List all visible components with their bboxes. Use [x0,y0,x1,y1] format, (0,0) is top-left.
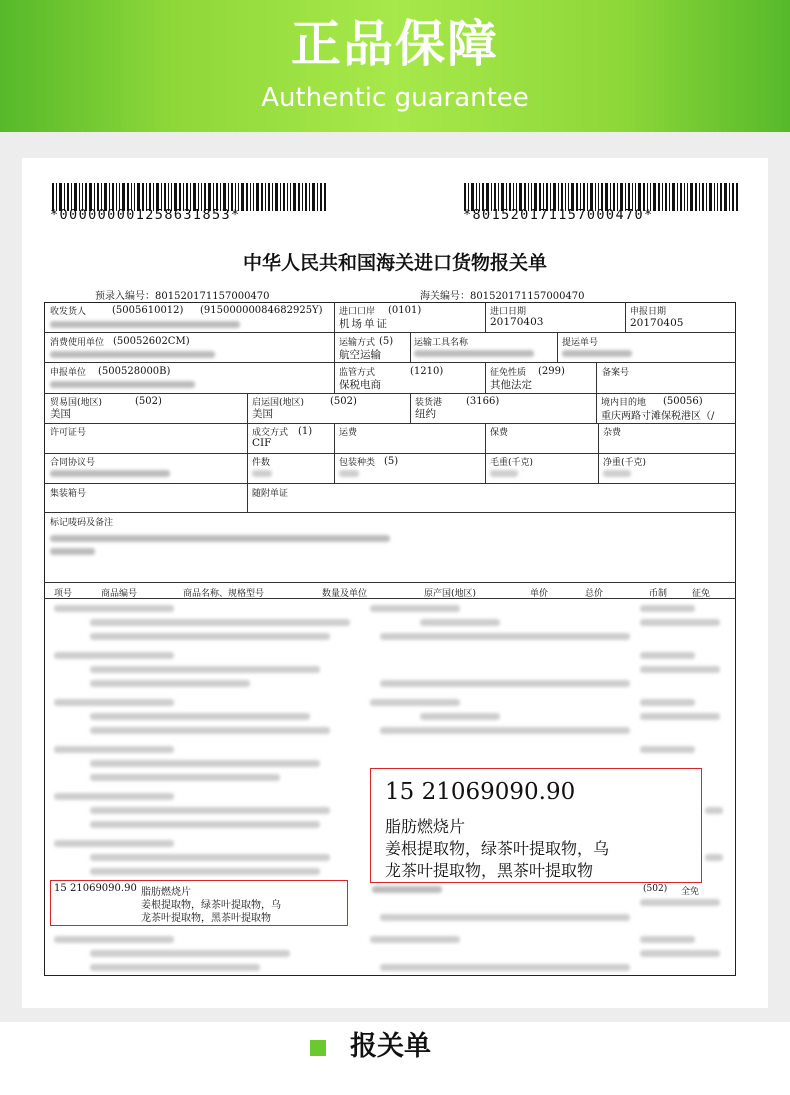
banner-subtitle: Authentic guarantee [261,83,529,113]
redacted-row [640,950,720,957]
row-line [44,362,736,363]
redacted-row [90,868,320,875]
redacted-row [380,633,630,640]
col-line [247,483,248,512]
barcode-right-number: *801520171157000470* [463,207,654,223]
levy-code: (299) [538,366,565,377]
origin-country-value: 美国 [252,408,273,420]
row-line [44,512,736,513]
redacted-text [50,381,195,388]
col-line [485,362,486,393]
redacted-text [562,350,632,357]
redacted-row [54,699,174,706]
redacted-row [640,605,695,612]
net-label: 净重(千克) [603,458,647,468]
port-label: 进口口岸 [339,307,376,317]
banner [0,0,790,132]
freight-label: 运费 [339,428,358,438]
redacted-row [420,619,500,626]
consumer-code: (50052602CM) [113,336,190,347]
redacted-row [705,854,723,861]
redacted-row [705,807,723,814]
redacted-row [54,605,174,612]
redacted-text [490,470,518,477]
col-line [596,362,597,393]
col-line [410,393,411,423]
declare-date-value: 20170405 [630,317,684,329]
declarant-code: (500528000B) [98,366,171,377]
barcode-left-number: *000000001258631853* [50,207,241,223]
redacted-row [90,950,290,957]
declarant-label: 申报单位 [50,368,87,378]
col-line [334,302,335,333]
row-line [44,483,736,484]
misc-label: 杂费 [603,428,622,438]
pieces-label: 件数 [252,458,271,468]
redacted-row [380,727,630,734]
consignee-code1: (5005610012) [112,305,184,316]
redacted-row [380,680,630,687]
redacted-row [640,936,695,943]
redacted-text [50,351,215,358]
record-no-label: 备案号 [602,368,630,378]
consumer-label: 消费使用单位 [50,338,105,348]
redacted-row [54,793,174,800]
deal-mode-code: (1) [298,426,313,437]
item-15-zoom-callout [370,768,702,883]
package-label: 包装种类 [339,458,376,468]
port-code: (0101) [388,305,422,316]
col-line [596,393,597,423]
row-line [44,453,736,454]
origin-country-label: 启运国(地区) [252,398,305,408]
col-header-code: 商品编号 [101,589,138,599]
row-line [44,393,736,394]
levy-label: 征免性质 [490,368,527,378]
col-header-qty-unit: 数量及单位 [322,589,368,599]
item-15-spec-line1: 姜根提取物，绿茶叶提取物，乌 [141,900,281,911]
redacted-row [380,964,630,971]
deal-mode-label: 成交方式 [252,428,289,438]
col-line [598,423,599,483]
footer-label: 报关单 [350,1031,431,1062]
col-line [334,332,335,363]
redacted-row [640,699,695,706]
col-line [334,362,335,393]
import-date-label: 进口日期 [490,307,527,317]
row-line [44,598,736,599]
supervision-code: (1210) [410,366,444,377]
zoom-number-code: 15 21069090.90 [385,779,576,805]
package-code: (5) [384,456,399,467]
col-line [485,302,486,333]
redacted-row [90,666,320,673]
loading-port-value: 纽约 [415,408,436,420]
transport-mode-value: 航空运输 [339,349,381,361]
item-15-currency: (502) [643,884,668,894]
bill-no-label: 提运单号 [562,338,599,348]
deal-mode-value: CIF [252,437,272,449]
redacted-row [54,746,174,753]
gross-label: 毛重(千克) [490,458,534,468]
port-value: 机场单证 [339,318,389,330]
redacted-row [90,854,330,861]
supervision-value: 保税电商 [339,379,381,391]
container-label: 集装箱号 [50,489,87,499]
item-15-name: 脂肪燃烧片 [141,887,191,898]
trade-country-label: 贸易国(地区) [50,398,103,408]
redacted-text [603,470,631,477]
redacted-row [54,936,174,943]
row-line [44,582,736,583]
redacted-row [90,727,330,734]
redacted-row [90,760,320,767]
loading-port-code: (3166) [466,396,500,407]
license-label: 许可证号 [50,428,87,438]
redacted-row [420,713,500,720]
destination-code: (50056) [663,396,703,407]
trade-country-value: 美国 [50,408,71,420]
col-header-levy: 征免 [692,589,711,599]
col-header-origin: 原产国(地区) [424,589,477,599]
insurance-label: 保费 [490,428,509,438]
item-15-number: 15 [54,883,67,894]
redacted-row [90,633,330,640]
contract-label: 合同协议号 [50,458,96,468]
zoom-spec-line2: 龙茶叶提取物，黑茶叶提取物 [385,861,594,880]
redacted-row [640,899,720,906]
row-line [44,332,736,333]
redacted-row [370,605,460,612]
redacted-text [339,470,359,477]
redacted-text [50,535,390,542]
col-line [485,423,486,483]
item-15-levy: 全免 [681,887,700,897]
item-15-code: 21069090.90 [70,883,137,894]
redacted-text [50,321,240,328]
preentry-number: 预录入编号：801520171157000470 [95,291,270,302]
zoom-spec-line1: 姜根提取物，绿茶叶提取物，乌 [385,839,610,858]
col-line [334,423,335,483]
banner-title: 正品保障 [291,15,499,73]
redacted-row [90,713,310,720]
item-15-spec-line2: 龙茶叶提取物，黑茶叶提取物 [141,913,271,924]
levy-value: 其他法定 [490,379,532,391]
redacted-row [370,936,460,943]
redacted-row [640,652,695,659]
import-date-value: 20170403 [490,316,544,328]
redacted-row [90,774,280,781]
consignee-code2: (91500000084682925Y) [200,305,323,316]
customs-number: 海关编号：801520171157000470 [420,291,585,302]
marks-label: 标记唛码及备注 [50,518,114,528]
redacted-row [54,840,174,847]
redacted-text [50,470,170,477]
col-header-total-price: 总价 [585,589,604,599]
redacted-text [414,350,534,357]
redacted-row [380,914,630,921]
col-line [625,302,626,333]
transport-mode-label: 运输方式 [339,338,376,348]
col-line [410,332,411,363]
redacted-row [90,964,260,971]
redacted-row [90,619,350,626]
col-header-name-spec: 商品名称、规格型号 [183,589,265,599]
declare-date-label: 申报日期 [630,307,667,317]
supervision-label: 监管方式 [339,368,376,378]
transport-mode-code: (5) [379,336,394,347]
origin-country-code: (502) [330,396,357,407]
redacted-row [90,807,330,814]
redacted-text [252,470,272,477]
redacted-row [370,699,460,706]
footer-bullet [310,1040,326,1056]
col-line [557,332,558,363]
document-title: 中华人民共和国海关进口货物报关单 [242,252,547,274]
redacted-row [90,821,320,828]
documents-label: 随附单证 [252,489,289,499]
destination-value: 重庆两路寸滩保税港区（/ [601,411,715,422]
col-header-unit-price: 单价 [530,589,549,599]
destination-label: 境内目的地 [601,398,647,408]
redacted-row [640,666,720,673]
redacted-row [640,746,695,753]
redacted-row [640,619,720,626]
row-line [44,423,736,424]
trade-country-code: (502) [135,396,162,407]
transport-tool-label: 运输工具名称 [414,338,469,348]
redacted-text [372,886,442,893]
redacted-text [50,548,95,555]
redacted-row [640,713,720,720]
col-header-currency: 币制 [649,589,668,599]
redacted-row [54,652,174,659]
redacted-row [90,680,250,687]
loading-port-label: 装货港 [415,398,443,408]
zoom-name: 脂肪燃烧片 [385,817,466,836]
col-line [247,393,248,483]
consignee-label: 收发货人 [50,307,87,317]
col-header-item-no: 项号 [54,589,73,599]
